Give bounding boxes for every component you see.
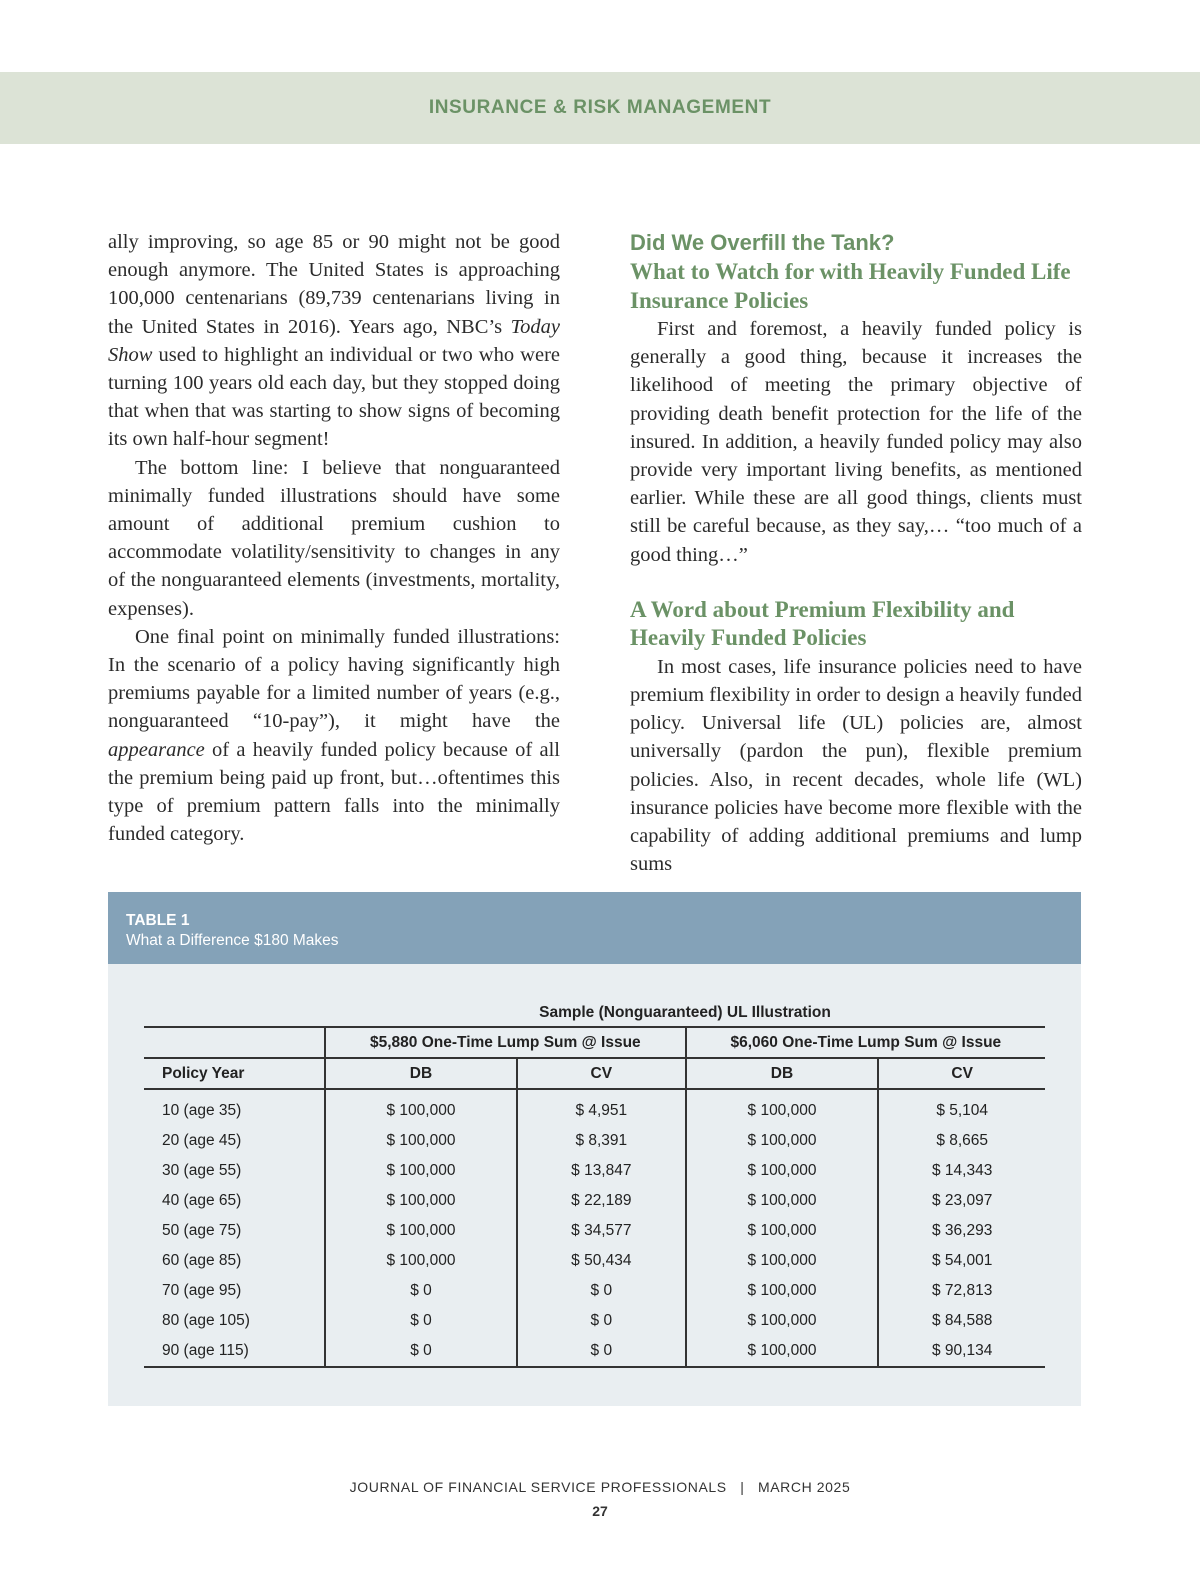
value-cell: $ 100,000 — [686, 1336, 879, 1367]
value-cell: $ 100,000 — [325, 1246, 517, 1276]
value-cell: $ 100,000 — [686, 1246, 879, 1276]
value-cell: $ 100,000 — [325, 1096, 517, 1126]
right-column — [630, 228, 1082, 878]
journal-name: JOURNAL OF FINANCIAL SERVICE PROFESSIONALS — [349, 1479, 727, 1495]
illustration-table — [144, 1000, 1045, 1368]
column-header-policy-year: Policy Year — [144, 1058, 325, 1089]
policy-year-cell: 30 (age 55) — [162, 1162, 242, 1179]
policy-year-cell: 50 (age 75) — [162, 1222, 242, 1239]
table-row — [144, 1306, 1045, 1336]
value-cell: $ 0 — [325, 1276, 517, 1306]
subsection-heading: What to Watch for with Heavily Funded Life Insurance Policies — [630, 259, 1071, 313]
policy-year-cell: 40 (age 65) — [162, 1192, 242, 1209]
value-cell: $ 22,189 — [517, 1186, 686, 1216]
value-cell: $ 100,000 — [686, 1276, 879, 1306]
text-run: One final point on minimally funded illustrations: In the scenario of a policy having significantly high premiums payable for a limited number of years (e.g., nonguaranteed “10-pay”), it might have the — [108, 625, 560, 733]
italic-text: appearance — [108, 738, 205, 761]
policy-year-cell: 10 (age 35) — [162, 1102, 242, 1119]
value-cell: $ 54,001 — [878, 1246, 1045, 1276]
subsection-heading: A Word about Premium Flexibility and Heavily Funded Policies — [630, 596, 1015, 651]
policy-year-cell: 20 (age 45) — [162, 1132, 242, 1149]
section-title: INSURANCE & RISK MANAGEMENT — [428, 97, 772, 118]
paragraph: The bottom line: I believe that nonguaranteed minimally funded illustrations should have some amount of additional premium cushion to accommodate volatility/sensitivity to changes in any of the nonguaranteed elements (investments, mortality, expenses). — [108, 456, 560, 620]
table-row — [144, 1216, 1045, 1246]
value-cell: $ 50,434 — [517, 1246, 686, 1276]
value-cell: $ 100,000 — [686, 1156, 879, 1186]
paragraph: In most cases, life insurance policies need to have premium flexibility in order to design a heavily funded policy. Universal life (UL) policies are, almost universally (pardon the pun), flexible premium policies. Also, in recent decades, whole life (WL) insurance policies have become more flexible with the capability of adding additional premiums and lump sums — [630, 655, 1082, 876]
table-row — [144, 1156, 1045, 1186]
table-row — [144, 1336, 1045, 1367]
value-cell: $ 0 — [517, 1306, 686, 1336]
table-row — [144, 1276, 1045, 1306]
text-run: of a heavily funded policy because of all the premium being paid up front, but…oftentimes this type of premium pattern falls into the minimally funded category. — [108, 738, 560, 846]
policy-year-cell: 80 (age 105) — [162, 1312, 250, 1329]
table-panel — [108, 892, 1081, 1406]
footer-journal-line — [0, 1479, 1200, 1495]
value-cell: $ 100,000 — [686, 1306, 879, 1336]
paragraph — [108, 228, 560, 454]
table-row — [144, 1096, 1045, 1126]
value-cell: $ 23,097 — [878, 1186, 1045, 1216]
group-header-5880: $5,880 One-Time Lump Sum @ Issue — [325, 1027, 686, 1058]
value-cell: $ 100,000 — [686, 1216, 879, 1246]
column-header-cv: CV — [878, 1058, 1045, 1089]
paragraph — [108, 623, 560, 849]
value-cell: $ 14,343 — [878, 1156, 1045, 1186]
column-header-db: DB — [325, 1058, 517, 1089]
value-cell: $ 4,951 — [517, 1096, 686, 1126]
value-cell: $ 90,134 — [878, 1336, 1045, 1367]
table-row — [144, 1246, 1045, 1276]
value-cell: $ 8,391 — [517, 1126, 686, 1156]
table-row — [144, 1126, 1045, 1156]
table-caption: Sample (Nonguaranteed) UL Illustration — [325, 1000, 1045, 1027]
value-cell: $ 0 — [325, 1336, 517, 1367]
text-run: used to highlight an individual or two who were turning 100 years old each day, but they stopped doing that when that was starting to show signs of becoming its own half-hour segment! — [108, 343, 560, 451]
value-cell: $ 36,293 — [878, 1216, 1045, 1246]
table-title: What a Difference $180 Makes — [126, 932, 339, 949]
issue-date: MARCH 2025 — [757, 1479, 851, 1495]
policy-year-cell: 70 (age 95) — [162, 1282, 242, 1299]
value-cell: $ 100,000 — [325, 1126, 517, 1156]
value-cell: $ 84,588 — [878, 1306, 1045, 1336]
section-header-band — [0, 72, 1200, 144]
policy-year-cell: 60 (age 85) — [162, 1252, 242, 1269]
value-cell: $ 5,104 — [878, 1096, 1045, 1126]
column-header-db: DB — [686, 1058, 879, 1089]
footer-separator: | — [740, 1479, 745, 1495]
text-run: ally improving, so age 85 or 90 might not be good enough anymore. The United States is approaching 100,000 centenarians (89,739 centenarians living in the United States in 2016). Years ago, NBC’s — [108, 231, 560, 338]
italic-text: Today Show — [108, 315, 560, 366]
value-cell: $ 100,000 — [686, 1186, 879, 1216]
section-heading: Did We Overfill the Tank? — [630, 230, 895, 255]
table-row — [144, 1186, 1045, 1216]
group-header-6060: $6,060 One-Time Lump Sum @ Issue — [686, 1027, 1045, 1058]
table-header — [108, 892, 1081, 964]
page-number: 27 — [592, 1503, 608, 1519]
value-cell: $ 0 — [517, 1336, 686, 1367]
policy-year-cell: 90 (age 115) — [144, 1336, 325, 1367]
value-cell: $ 8,665 — [878, 1126, 1045, 1156]
value-cell: $ 13,847 — [517, 1156, 686, 1186]
value-cell: $ 100,000 — [325, 1216, 517, 1246]
value-cell: $ 100,000 — [325, 1186, 517, 1216]
value-cell: $ 100,000 — [686, 1096, 879, 1126]
value-cell: $ 0 — [517, 1276, 686, 1306]
value-cell: $ 34,577 — [517, 1216, 686, 1246]
column-header-cv: CV — [517, 1058, 686, 1089]
table-label: TABLE 1 — [126, 912, 190, 929]
value-cell: $ 72,813 — [878, 1276, 1045, 1306]
value-cell: $ 0 — [325, 1306, 517, 1336]
left-column — [108, 228, 560, 848]
value-cell: $ 100,000 — [325, 1156, 517, 1186]
value-cell: $ 100,000 — [686, 1126, 879, 1156]
paragraph: First and foremost, a heavily funded policy is generally a good thing, because it increases the likelihood of meeting the primary objective of providing death benefit protection for the life of the insured. In addition, a heavily funded policy may also provide very important living benefits, as mentioned earlier. While these are all good things, clients must still be careful because, as they say,… “too much of a good thing…” — [630, 318, 1082, 566]
